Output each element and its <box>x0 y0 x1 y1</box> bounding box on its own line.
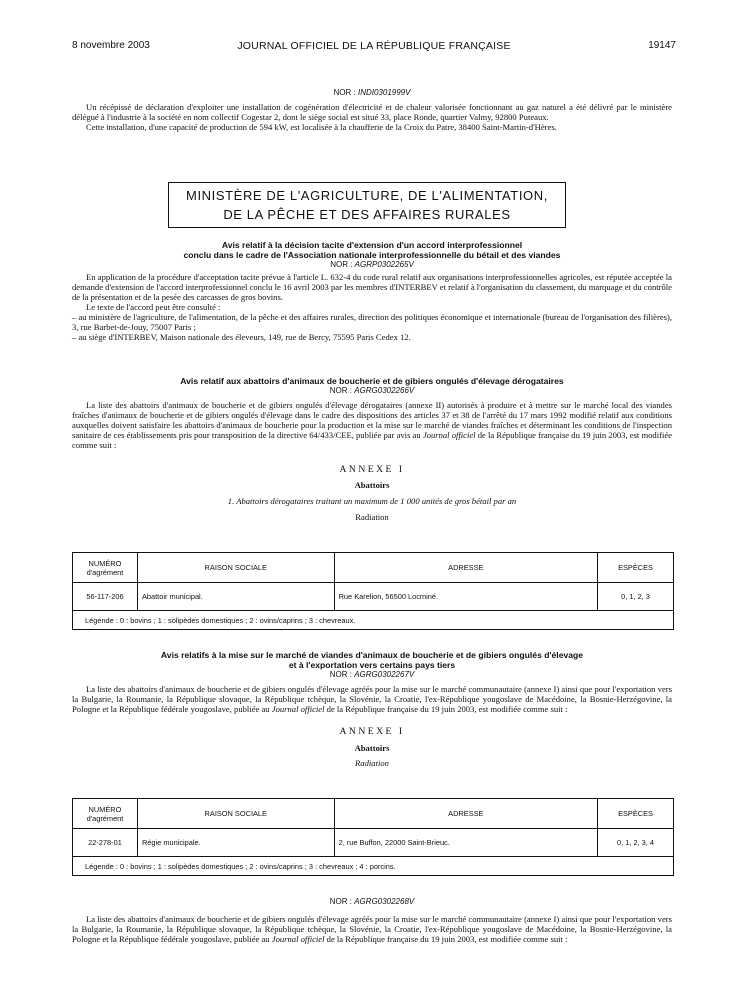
cell-numero: 22-278-01 <box>73 829 138 857</box>
avis-abattoirs-derogataires <box>72 376 672 522</box>
nor-reference: NOR : AGRP0302265V <box>330 260 414 269</box>
annexe-subheading: Abattoirs <box>354 480 390 490</box>
annexe-category: 1. Abattoirs dérogataires traitant un maximum de 1 000 unités de gros bétail par an <box>227 496 517 506</box>
cell-adresse: 2, rue Buffon, 22000 Saint-Brieuc. <box>334 829 597 857</box>
column-header: ESPÈCES <box>598 799 674 829</box>
avis-title: Avis relatif aux abattoirs d'animaux de boucherie et de gibiers ongulés d'élevage dérogataires <box>180 376 564 386</box>
avis-list-item: – au ministère de l'agriculture, de l'alimentation, de la pêche et des affaires rurales, direction des politiques économique et internationale (bureau de l'organisation des filières), 3, rue Barbet-de-Jouy, 75007 Paris ; <box>72 312 672 332</box>
avis-title: et à l'exportation vers certains pays tiers <box>288 660 456 670</box>
table-header-row <box>73 553 674 583</box>
annexe-heading: ANNEXE I <box>339 464 405 475</box>
notice-cogestar <box>72 88 672 132</box>
cell-especes: 0, 1, 2, 3, 4 <box>598 829 674 857</box>
table-legend: Légende : 0 : bovins ; 1 : solipèdes domestiques ; 2 : ovins/caprins ; 3 : chevreaux. <box>73 611 674 630</box>
annexe-subheading: Abattoirs <box>354 743 390 753</box>
column-header: RAISON SOCIALE <box>137 553 334 583</box>
nor-reference: NOR : AGRG0302266V <box>329 386 415 395</box>
avis-title: conclu dans le cadre de l'Association nationale interprofessionnelle du bétail et des viandes <box>183 250 561 260</box>
ministry-title-box <box>168 182 566 228</box>
avis-paragraph: La liste des abattoirs d'animaux de boucherie et de gibiers ongulés d'élevage agréés pour la mise sur le marché communautaire (annexe I) ainsi que pour l'exportation vers la Bulgarie, la Roumanie, la République slovaque, la République tchèque, la Slovénie, la Croatie, l'ex-République yougoslave de Macédoine, la Bosnie-Herzégovine, la Pologne et la République fédérale yougoslave, publiée au Journal officiel de la République française du 19 juin 2003, est modifiée comme suit : <box>72 684 672 714</box>
header-title: JOURNAL OFFICIEL DE LA RÉPUBLIQUE FRANÇAISE <box>237 40 511 52</box>
cell-raison-sociale: Régie municipale. <box>137 829 334 857</box>
avis-title: Avis relatifs à la mise sur le marché de viandes d'animaux de boucherie et de gibiers ongulés d'élevage <box>160 650 584 660</box>
avis-marche-exportation-2 <box>72 897 672 944</box>
column-header: ESPÈCES <box>598 553 674 583</box>
avis-paragraph: La liste des abattoirs d'animaux de boucherie et de gibiers ongulés d'élevage agréés pour la mise sur le marché communautaire (annexe I) ainsi que pour l'exportation vers la Bulgarie, la Roumanie, la République slovaque, la République tchèque, la Slovénie, la Croatie, l'ex-République yougoslave de Macédoine, la Bosnie-Herzégovine, la Pologne et la République fédérale yougoslave, publiée au Journal officiel de la République française du 19 juin 2003, est modifiée comme suit : <box>72 914 672 944</box>
radiation-label: Radiation <box>355 758 389 768</box>
avis-list-item: – au siège d'INTERBEV, Maison nationale des éleveurs, 149, rue de Bercy, 75595 Paris Cedex 12. <box>72 332 411 342</box>
cell-numero: 56-117-206 <box>73 583 138 611</box>
table-row <box>73 583 674 611</box>
column-header: NUMÉRO d'agrément <box>73 799 138 829</box>
avis-paragraph: Le texte de l'accord peut être consulté : <box>86 302 221 312</box>
abattoirs-table <box>72 552 674 630</box>
nor-reference: NOR : INDI0301999V <box>333 88 411 97</box>
header-page-number: 19147 <box>648 40 676 51</box>
avis-interbev <box>72 240 672 342</box>
column-header: ADRESSE <box>334 553 597 583</box>
cell-especes: 0, 1, 2, 3 <box>598 583 674 611</box>
cell-raison-sociale: Abattoir municipal. <box>137 583 334 611</box>
radiation-label: Radiation <box>355 512 389 522</box>
column-header: NUMÉRO d'agrément <box>73 553 138 583</box>
abattoirs-table <box>72 798 674 876</box>
nor-reference: NOR : AGRG0302267V <box>329 670 415 679</box>
cell-adresse: Rue Karelion, 56500 Locminé. <box>334 583 597 611</box>
table-row <box>73 829 674 857</box>
table-legend: Légende : 0 : bovins ; 1 : solipèdes domestiques ; 2 : ovins/caprins ; 3 : chevreaux ; 4 : porcins. <box>73 857 674 876</box>
table-legend-row <box>73 611 674 630</box>
nor-reference: NOR : AGRG0302268V <box>329 897 415 906</box>
ministry-title-line: MINISTÈRE DE L'AGRICULTURE, DE L'ALIMENTATION, <box>186 188 548 203</box>
column-header: ADRESSE <box>334 799 597 829</box>
page-header <box>72 40 676 56</box>
ministry-title-line: DE LA PÊCHE ET DES AFFAIRES RURALES <box>223 207 511 222</box>
annexe-heading: ANNEXE I <box>339 726 405 737</box>
avis-paragraph: La liste des abattoirs d'animaux de boucherie et de gibiers ongulés d'élevage dérogataires (annexe II) autorisés à produire et à mettre sur le marché local des viandes fraîches d'animaux de boucherie et de gibiers ongulés d'élevage dans le cadre des dispositions des articles 37 et 38 de l'arrêté du 17 mars 1992 modifié relatif aux conditions auxquelles doivent satisfaire les abattoirs d'animaux de boucherie pour la production et la mise sur le marché de viandes fraîches et déterminant les conditions de l'inspection sanitaire de ces établissements pris pour transposition de la directive 64/433/CEE, publiée par avis au Journal officiel de la République française du 19 juin 2003, est modifiée comme suit : <box>72 400 672 450</box>
column-header: RAISON SOCIALE <box>137 799 334 829</box>
table-header-row <box>73 799 674 829</box>
table-legend-row <box>73 857 674 876</box>
notice-paragraph: Un récépissé de déclaration d'exploiter une installation de cogénération d'électricité et de chaleur valorisée fonctionnant au gaz naturel a été délivré par le ministère délégué à l'industrie à la société en nom collectif Cogestar 2, dont le siège social est situé 33, place Ronde, quartier Valmy, 92800 Puteaux. <box>72 102 672 122</box>
avis-marche-exportation <box>72 650 672 768</box>
header-date: 8 novembre 2003 <box>72 40 150 51</box>
notice-paragraph: Cette installation, d'une capacité de production de 594 kW, est localisée à la chaufferie de la Croix du Patre, 38400 Saint-Martin-d'Hères. <box>86 122 557 132</box>
avis-title: Avis relatif à la décision tacite d'extension d'un accord interprofessionnel <box>221 240 523 250</box>
avis-paragraph: En application de la procédure d'acceptation tacite prévue à l'article L. 632-4 du code rural relatif aux organisations interprofessionnelles agricoles, est réputée acceptée la demande d'extension de l'accord interprofessionnel conclu le 16 avril 2003 par les membres d'INTERBEV et relatif à l'organisation du classement, du marquage et du contrôle de la présentation et de la pesée des carcasses de gros bovins. <box>72 272 672 302</box>
